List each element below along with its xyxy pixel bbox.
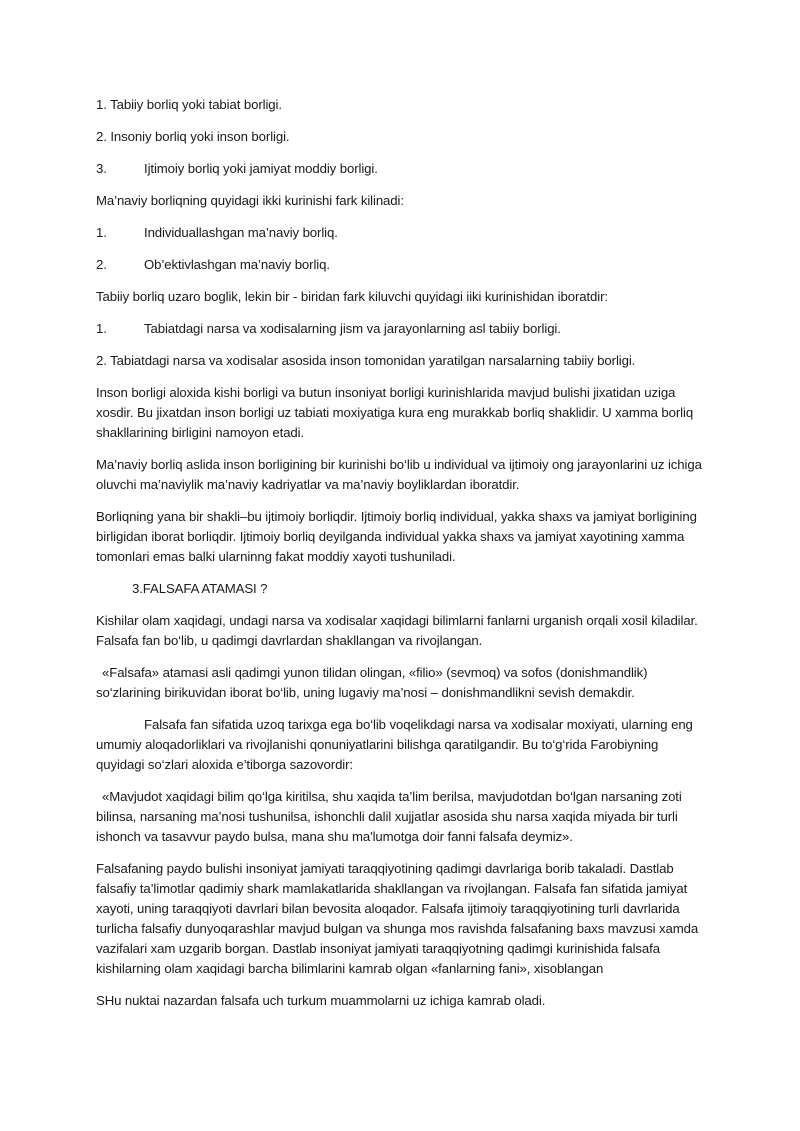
list2-item-1 xyxy=(96,223,708,243)
list-number: 1. xyxy=(96,225,107,240)
list-text: Ijtimoiy borliq yoki jamiyat moddiy borligi. xyxy=(144,161,378,176)
paragraph-atama: «Falsafa» atamasi asli qadimgi yunon tilidan olingan, «filio» (sevmoq) va sofos (donishmandlik) so‘zlarining birikuvidan iborat bo‘lib, uning lugaviy ma’nosi – donishmandlikni sevish demakdir. xyxy=(96,665,648,700)
list1-item-1: 1. Tabiiy borliq yoki tabiat borligi. xyxy=(96,97,282,112)
list-text: Ob’ektivlashgan ma’naviy borliq. xyxy=(144,257,330,272)
list-number: 3. xyxy=(96,161,107,176)
list-number: 1. xyxy=(96,321,107,336)
paragraph-ijtimoiy: Borliqning yana bir shakli–bu ijtimoiy borliqdir. Ijtimoiy borliq individual, yakka shaxs va jamiyat borligining birligidan iborat borliqdir. Ijtimoiy borliq deyilganda individual yakka shaxs va jamiyat xayotining xamma tomonlari emas balki ularninng fakat moddiy xayoti tushuniladi. xyxy=(96,509,697,564)
paragraph-manaviy: Ma’naviy borliq aslida inson borligining bir kurinishi bo‘lib u individual va ijtimoiy ong jarayonlarini uz ichiga oluvchi ma’naviylik ma’naviy kadriyatlar va ma’naviy boyliklardan iboratdir. xyxy=(96,457,702,492)
paragraph-paydo: Falsafaning paydo bulishi insoniyat jamiyati taraqqiyotining qadimgi davrlariga borib takaladi. Dastlab falsafiy ta’limotlar qadimiy shark mamlakatlarida shakllangan va rivojlangan. Falsafa fan sifatida jamiyat xayoti, uning taraqqiyoti davrlari bilan bevosita aloqador. Falsafa ijtimoiy taraqqiyotining turli davrlarida turlicha falsafiy dunyoqarashlar mavjud bulgan va shunga mos ravishda falsafaning baxs mavzusi xamda vazifalari xam uzgarib borgan. Dastlab insoniyat jamiyati taraqqiyotning qadimgi kurinishida falsafa kishilarning olam xaqidagi barcha bilimlarini kamrab olgan «fanlarning fani», xisoblangan xyxy=(96,861,699,976)
list-text: Tabiatdagi narsa va xodisalarning jism va jarayonlarning asl tabiiy borligi. xyxy=(144,321,561,336)
paragraph-inson: Inson borligi aloxida kishi borligi va butun insoniyat borligi kurinishlarida mavjud bulishi jixatidan uziga xosdir. Bu jixatdan inson borligi uz tabiati moxiyatiga kura eng murakkab borliq shaklidir. U xamma borliq shakllarining birligini namoyon etadi. xyxy=(96,385,694,440)
list3-item-2: 2. Tabiatdagi narsa va xodisalar asosida inson tomonidan yaratilgan narsalarning tabiiy borligi. xyxy=(96,353,636,368)
list-number: 2. xyxy=(96,257,107,272)
list2-item-2 xyxy=(96,255,708,275)
paragraph-quote: «Mavjudot xaqidagi bilim qo‘lga kiritilsa, shu xaqida ta’lim berilsa, mavjudotdan bo‘lgan narsaning zoti bilinsa, narsaning ma’nosi tushunilsa, ishonchli dalil xujjatlar asosida shu narsa xaqida miyada bir turli ishonch va tasavvur paydo bulsa, mana shu ma'lumotga doir fanni falsafa deymiz». xyxy=(96,789,682,844)
section-heading: 3.FALSAFA ATAMASI ? xyxy=(132,581,268,596)
list1-item-3 xyxy=(96,159,708,179)
list3-item-1 xyxy=(96,319,708,339)
paragraph-fan: Falsafa fan sifatida uzoq tarixga ega bo‘lib voqelikdagi narsa va xodisalar moxiyati, ularning eng umumiy aloqadorliklari va rivojlanishi qonuniyatlarini bilishga qaratilgandir. Bu to‘g‘rida Farobiyning quyidagi so‘zlari aloxida e’tiborga sazovordir: xyxy=(96,717,693,772)
list-text: Individuallashgan ma’naviy borliq. xyxy=(144,225,338,240)
paragraph-shu: SHu nuktai nazardan falsafa uch turkum muammolarni uz ichiga kamrab oladi. xyxy=(96,993,546,1008)
paragraph-kishilar: Kishilar olam xaqidagi, undagi narsa va xodisalar xaqidagi bilimlarni fanlarni urganish orqali xosil kiladilar. Falsafa fan bo‘lib, u qadimgi davrlardan shakllangan va rivojlangan. xyxy=(96,613,698,648)
intro-manaviy: Ma’naviy borliqning quyidagi ikki kurinishi fark kilinadi: xyxy=(96,193,404,208)
list1-item-2: 2. Insoniy borliq yoki inson borligi. xyxy=(96,129,290,144)
intro-tabiiy: Tabiiy borliq uzaro boglik, lekin bir - biridan fark kiluvchi quyidagi iiki kurinishidan iboratdir: xyxy=(96,289,608,304)
